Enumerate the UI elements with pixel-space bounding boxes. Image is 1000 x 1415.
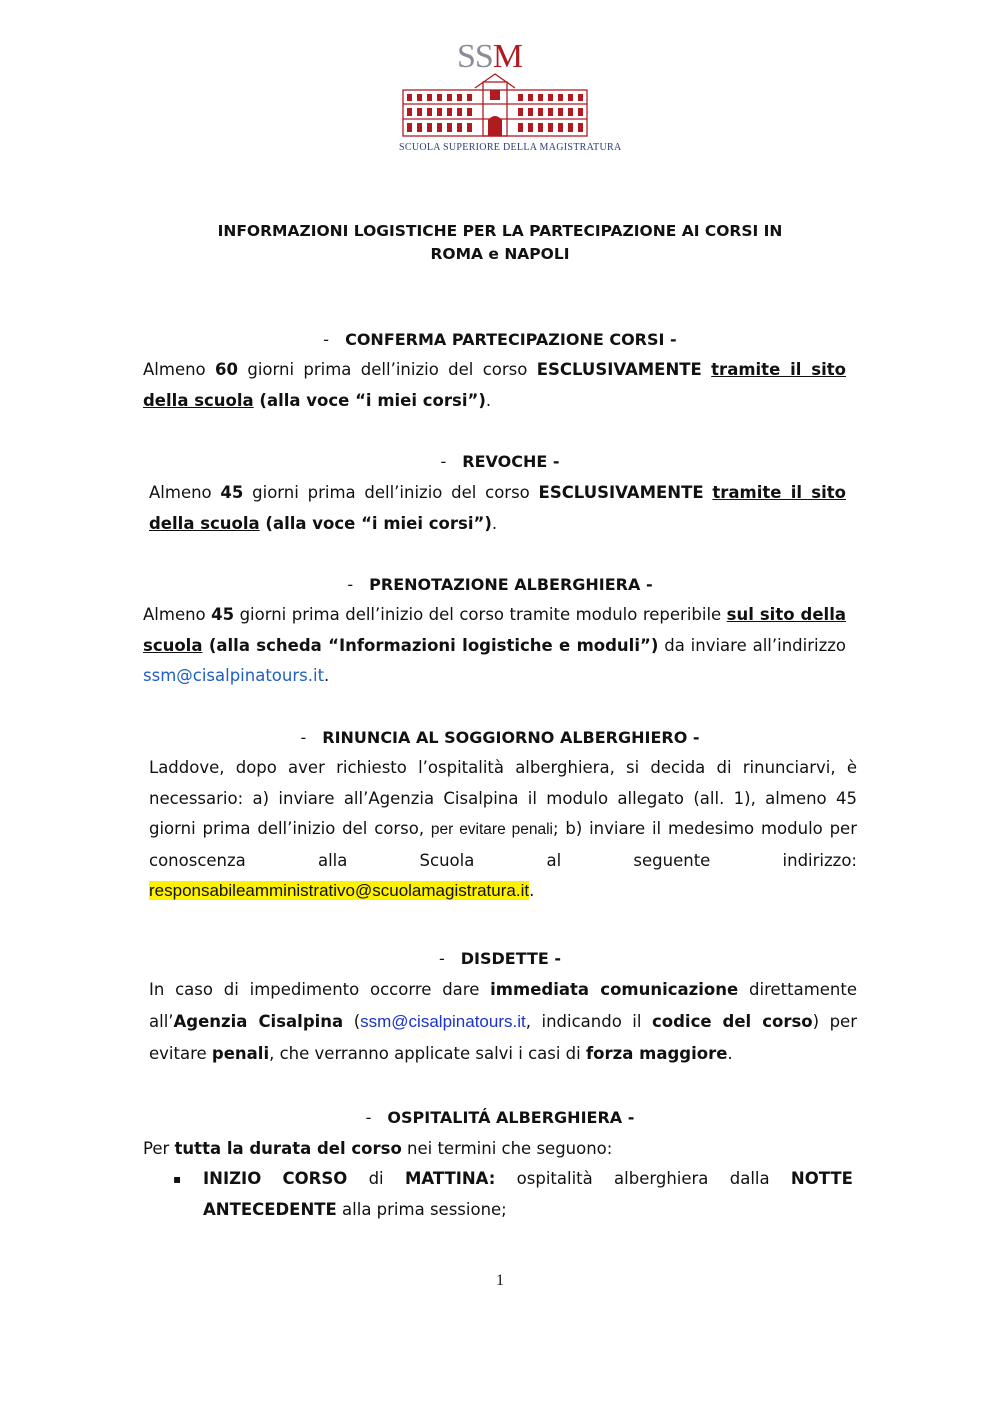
rinuncia-line-4: conoscenza alla Scuola al seguente indirizzo: — [149, 850, 857, 870]
paragraph-conferma: Almeno 60 giorni prima dell’inizio del corso ESCLUSIVAMENTE tramite il sito della scuola (alla voce “i miei corsi”). — [143, 360, 846, 410]
logo-wordmark: SSM — [457, 38, 523, 75]
section-title-conferma: - CONFERMA PARTECIPAZIONE CORSI - — [323, 330, 677, 349]
page-number: 1 — [496, 1272, 504, 1289]
list-item-line-2: ANTECEDENTE alla prima sessione; — [203, 1199, 507, 1219]
rinuncia-line-5: responsabileamministrativo@scuolamagistratura.it. — [149, 881, 535, 900]
section-title-prenotazione: - PRENOTAZIONE ALBERGHIERA - — [347, 575, 653, 594]
section-title-disdette: - DISDETTE - — [438, 949, 562, 968]
cisalpina-email-link[interactable]: ssm@cisalpinatours.it — [360, 1012, 526, 1031]
rinuncia-line-2: necessario: a) inviare all’Agenzia Cisalpina il modulo allegato (all. 1), almeno 45 — [149, 788, 857, 808]
section-title-rinuncia: - RINUNCIA AL SOGGIORNO ALBERGHIERO - — [300, 728, 700, 747]
ssm-logo — [395, 38, 622, 163]
school-site-link-cont[interactable]: scuola — [143, 635, 203, 655]
title-line-2: ROMA e NAPOLI — [430, 245, 570, 263]
logo-caption: SCUOLA SUPERIORE DELLA MAGISTRATURA — [399, 142, 622, 153]
list-item-inizio-corso — [203, 1164, 853, 1225]
school-site-link-cont[interactable]: della scuola — [143, 390, 254, 410]
title-line-1: INFORMAZIONI LOGISTICHE PER LA PARTECIPAZIONE AI CORSI IN — [217, 222, 783, 240]
school-site-link[interactable]: sul sito della — [726, 605, 846, 624]
school-site-link[interactable]: tramite il sito — [711, 360, 846, 379]
paragraph-revoche: Almeno 45 giorni prima dell’inizio del corso ESCLUSIVAMENTE tramite il sito della scuola (alla voce “i miei corsi”). — [149, 483, 846, 533]
paragraph-prenotazione: Almeno 45 giorni prima dell’inizio del corso tramite modulo reperibile sul sito della scuola (alla scheda “Informazioni logistiche e moduli”) da inviare all’indirizzo ssm@cisalpinatours.it. — [143, 605, 846, 685]
cisalpina-email-link[interactable]: ssm@cisalpinatours.it — [143, 666, 325, 685]
document-title — [150, 220, 850, 266]
paragraph-disdette: In caso di impedimento occorre dare immediata comunicazione direttamente all’Agenzia Cisalpina (ssm@cisalpinatours.it, indicando il codice del corso) per evitare penali, che verranno applicate salvi i casi di forza maggiore. — [149, 980, 857, 1063]
section-title-revoche: - REVOCHE - — [440, 452, 560, 471]
rinuncia-line-3: giorni prima dell’inizio del corso, per evitare penali; b) inviare il medesimo modulo per — [149, 819, 857, 838]
palace-emblem — [395, 38, 595, 138]
admin-email-highlight[interactable]: responsabileamministrativo@scuolamagistratura.it — [149, 881, 530, 900]
list-item-line-1: INIZIO CORSO di MATTINA: ospitalità alberghiera dalla NOTTE — [203, 1169, 853, 1188]
paragraph-rinuncia — [149, 753, 857, 907]
school-site-link-cont[interactable]: della scuola — [149, 513, 260, 533]
school-site-link[interactable]: tramite il sito — [712, 483, 846, 502]
paragraph-ospitalita: Per tutta la durata del corso nei termini che seguono: — [143, 1139, 613, 1158]
rinuncia-line-1: Laddove, dopo aver richiesto l’ospitalità alberghiera, si decida di rinunciarvi, è — [149, 758, 857, 777]
section-title-ospitalita: - OSPITALITÁ ALBERGHIERA - — [365, 1108, 635, 1127]
bullet-icon: ▪ — [173, 1172, 182, 1186]
